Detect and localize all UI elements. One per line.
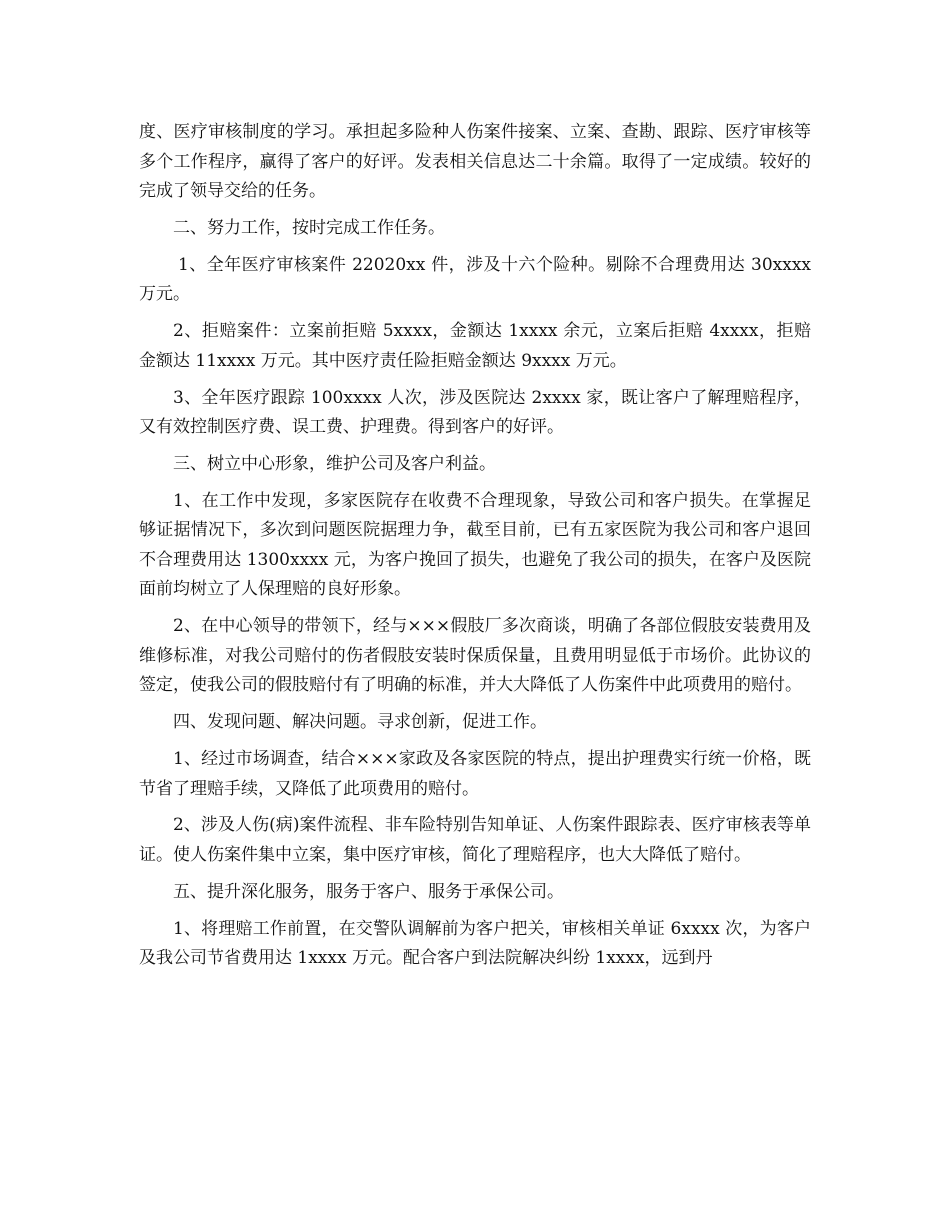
document-body	[139, 118, 811, 981]
paragraph-3-1: 1、在工作中发现，多家医院存在收费不合理现象，导致公司和客户损失。在掌握足够证据情况下，多次到问题医院据理力争，截至目前，已有五家医院为我公司和客户退回不合理费用达 1300xxxx 元，为客户挽回了损失，也避免了我公司的损失，在客户及医院面前均树立了人保理赔的良好形象。	[139, 490, 811, 600]
paragraph-3-2: 2、在中心领导的带领下，经与×××假肢厂多次商谈，明确了各部位假肢安装费用及维修标准，对我公司赔付的伤者假肢安装时保质保量，且费用明显低于市场价。此协议的签定，使我公司的假肢赔付有了明确的标准，并大大降低了人伤案件中此项费用的赔付。	[139, 616, 811, 696]
paragraph-5-1: 1、将理赔工作前置，在交警队调解前为客户把关，审核相关单证 6xxxx 次，为客户及我公司节省费用达 1xxxx 万元。配合客户到法院解决纠纷 1xxxx，远到丹	[139, 918, 811, 969]
paragraph-4-2: 2、涉及人伤(病)案件流程、非车险特别告知单证、人伤案件跟踪表、医疗审核表等单证。使人伤案件集中立案，集中医疗审核，简化了理赔程序，也大大降低了赔付。	[139, 815, 811, 865]
section-heading-4: 四、发现问题、解决问题。寻求创新，促进工作。	[173, 712, 547, 733]
paragraph-2-3: 3、全年医疗跟踪 100xxxx 人次，涉及医院达 2xxxx 家，既让客户了解理赔程序，又有效控制医疗费、误工费、护理费。得到客户的好评。	[139, 387, 811, 438]
section-heading-3: 三、树立中心形象，维护公司及客户利益。	[173, 453, 496, 474]
section-heading-5: 五、提升深化服务，服务于客户、服务于承保公司。	[173, 881, 564, 902]
paragraph-4-1: 1、经过市场调查，结合×××家政及各家医院的特点，提出护理费实行统一价格，既节省了理赔手续，又降低了此项费用的赔付。	[139, 748, 811, 799]
paragraph-continuation: 度、医疗审核制度的学习。承担起多险种人伤案件接案、立案、查勘、跟踪、医疗审核等多个工作程序，赢得了客户的好评。发表相关信息达二十余篇。取得了一定成绩。较好的完成了领导交给的任务。	[139, 122, 811, 202]
paragraph-2-1: 1、全年医疗审核案件 22020xx 件，涉及十六个险种。剔除不合理费用达 30xxxx 万元。	[139, 254, 811, 305]
paragraph-2-2: 2、拒赔案件：立案前拒赔 5xxxx，金额达 1xxxx 余元，立案后拒赔 4xxxx，拒赔金额达 11xxxx 万元。其中医疗责任险拒赔金额达 9xxxx 万元。	[139, 321, 811, 371]
section-heading-2: 二、努力工作，按时完成工作任务。	[173, 217, 445, 238]
